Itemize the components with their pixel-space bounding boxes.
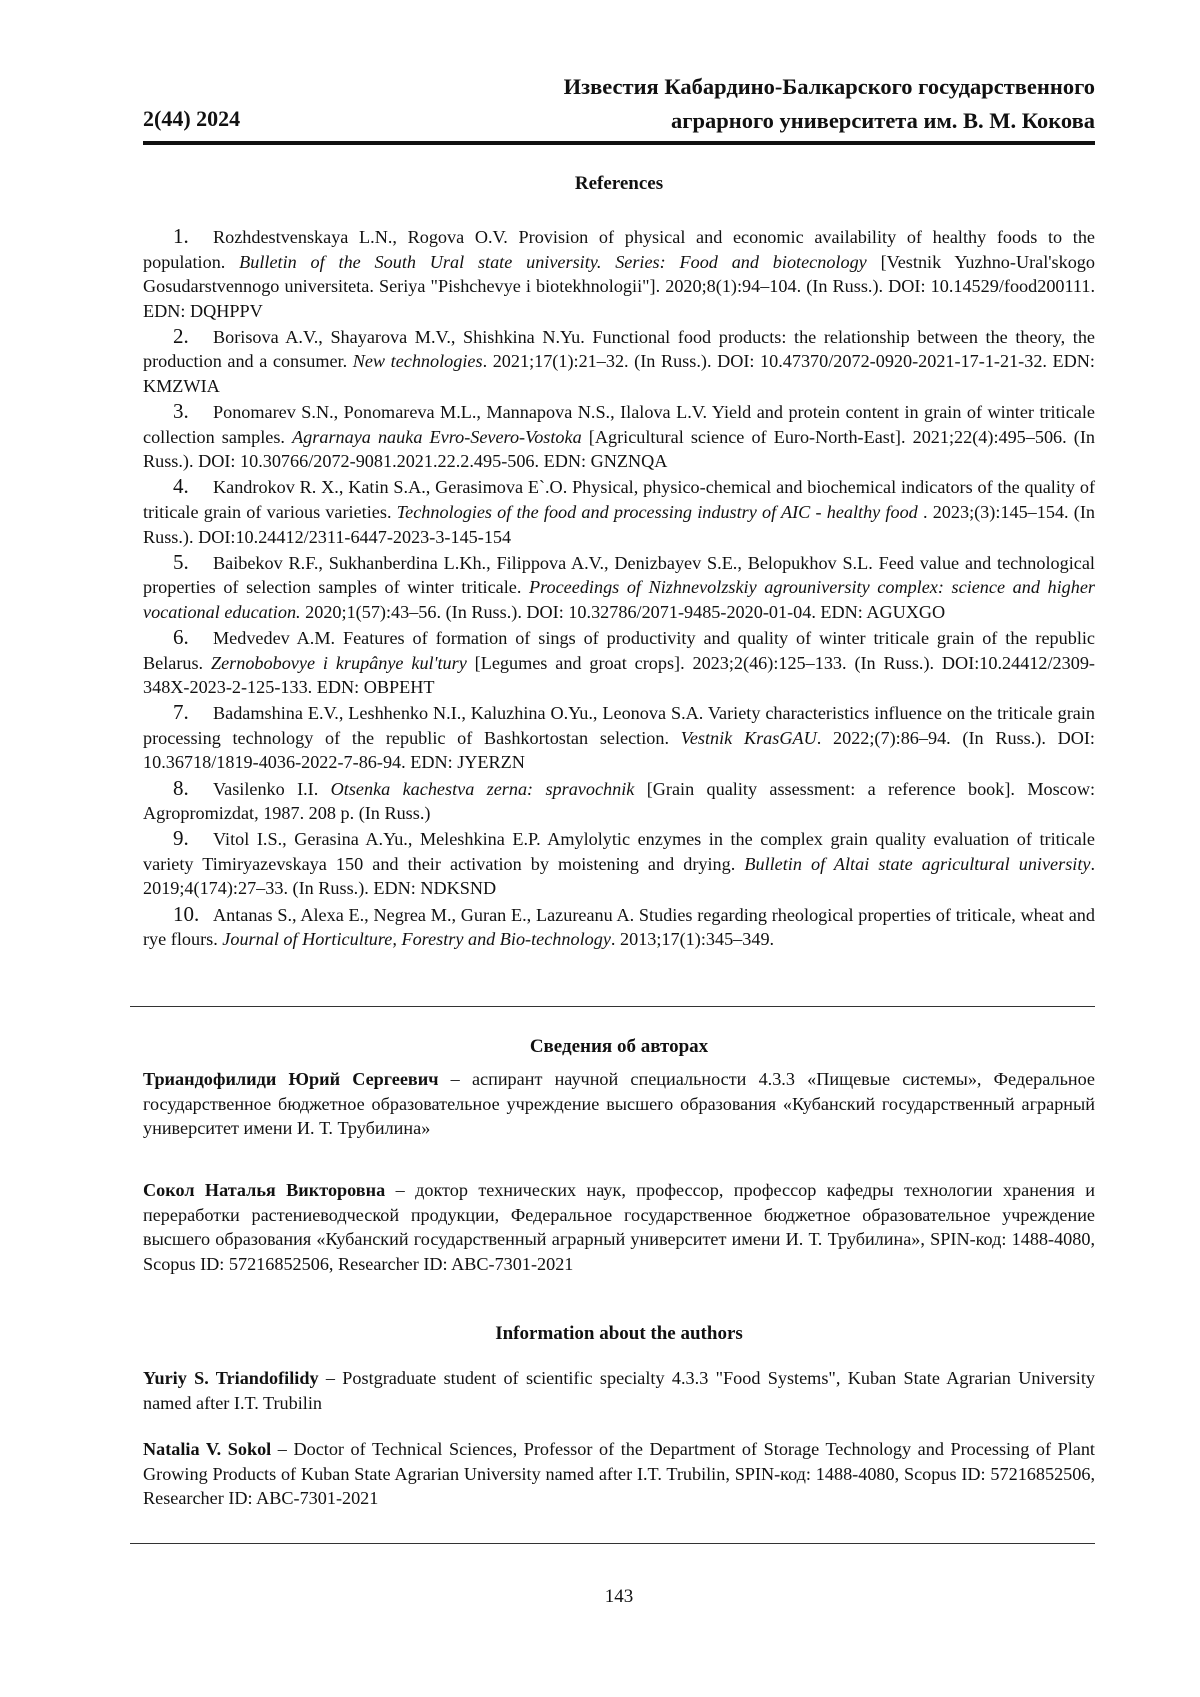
section-divider	[130, 1006, 1095, 1007]
reference-authors-title: Vasilenko I.I.	[213, 779, 331, 799]
references-heading: References	[143, 173, 1095, 195]
document-page	[0, 0, 1200, 1697]
reference-number: 7.	[173, 700, 213, 725]
reference-details: . 2019;4(174):27–33. (In Russ.). EDN: NDKSND	[143, 854, 1095, 899]
reference-journal: Agrarnaya nauka Evro-Severo-Vostoka	[292, 427, 582, 447]
references-list	[143, 224, 1095, 952]
author-name: Сокол Наталья Викторовна	[143, 1180, 385, 1200]
reference-authors-title: Medvedev A.M. Features of formation of sings of productivity and quality of winter triticale grain of the republic Belarus.	[143, 628, 1095, 673]
reference-authors-title: Badamshina E.V., Leshhenko N.I., Kaluzhina O.Yu., Leonova S.A. Variety characteristics influence on the triticale grain processing technology of the republic of Bashkortostan selection.	[143, 703, 1095, 748]
authors-en-heading: Information about the authors	[143, 1323, 1095, 1345]
reference-details: [Vestnik Yuzhno-Ural'skogo Gosudarstvennogo universiteta. Seriya "Pishchevye i biotekhnologii"]. 2020;8(1):94–104. (In Russ.). DOI: 10.14529/food200111. EDN: DQHPPV	[143, 252, 1095, 321]
reference-item	[143, 399, 1095, 474]
author-name: Триандофилиди Юрий Сергеевич	[143, 1069, 439, 1089]
reference-item	[143, 550, 1095, 625]
reference-item	[143, 902, 1095, 952]
reference-authors-title: Rozhdestvenskaya L.N., Rogova O.V. Provision of physical and economic availability of healthy foods to the population.	[143, 227, 1095, 272]
reference-journal: Journal of Horticulture, Forestry and Bio-technology	[222, 929, 611, 949]
author-name: Yuriy S. Triandofilidy	[143, 1368, 319, 1388]
reference-item	[143, 776, 1095, 826]
reference-authors-title: Vitol I.S., Gerasina A.Yu., Meleshkina E.P. Amylolytic enzymes in the complex grain quality evaluation of triticale variety Timiryazevskaya 150 and their activation by moistening and drying.	[143, 829, 1095, 874]
reference-item	[143, 224, 1095, 323]
author-name: Natalia V. Sokol	[143, 1439, 271, 1459]
reference-number: 9.	[173, 826, 213, 851]
reference-authors-title: Kandrokov R. X., Katin S.A., Gerasimova E`.O. Physical, physico-chemical and biochemical indicators of the quality of triticale grain of various varieties.	[143, 477, 1095, 522]
reference-authors-title: Ponomarev S.N., Ponomareva M.L., Mannapova N.S., Ilalova L.V. Yield and protein content in grain of winter triticale collection samples.	[143, 402, 1095, 447]
reference-details: . 2022;(7):86–94. (In Russ.). DOI: 10.36718/1819-4036-2022-7-86-94. EDN: JYERZN	[143, 728, 1095, 773]
reference-number: 4.	[173, 474, 213, 499]
reference-journal: Zernobobovye i krupânye kul'tury	[211, 653, 467, 673]
reference-number: 8.	[173, 776, 213, 801]
author-affiliation: – Doctor of Technical Sciences, Professor of the Department of Storage Technology and Processing of Plant Growing Products of Kuban State Agrarian University named after I.T. Trubilin, SPIN-код: 1488-4080, Scopus ID: 57216852506, Researcher ID: ABC-7301-2021	[143, 1439, 1095, 1508]
reference-number: 2.	[173, 324, 213, 349]
reference-number: 6.	[173, 625, 213, 650]
reference-details: . 2021;17(1):21–32. (In Russ.). DOI: 10.47370/2072-0920-2021-17-1-21-32. EDN: KMZWIA	[143, 351, 1095, 396]
reference-details: [Legumes and groat crops]. 2023;2(46):125–133. (In Russ.). DOI:10.24412/2309-348X-2023-2-125-133. EDN: OBPEHT	[143, 653, 1095, 698]
author-en-entry	[143, 1366, 1095, 1415]
author-affiliation: – аспирант научной специальности 4.3.3 «Пищевые системы», Федеральное государственное бюджетное образовательное учреждение высшего образования «Кубанский государственный аграрный университет имени И. Т. Трубилина»	[143, 1069, 1095, 1138]
reference-details: [Agricultural science of Euro-North-East]. 2021;22(4):495–506. (In Russ.). DOI: 10.30766/2072-9081.2021.22.2.495-506. EDN: GNZNQA	[143, 427, 1095, 472]
reference-journal: Otsenka kachestva zerna: spravochnik	[331, 779, 635, 799]
reference-journal: Technologies of the food and processing industry of AIC - healthy food	[397, 502, 918, 522]
reference-journal: New technologies	[353, 351, 483, 371]
reference-number: 5.	[173, 550, 213, 575]
reference-item	[143, 474, 1095, 549]
running-header	[143, 70, 1095, 145]
reference-details: [Grain quality assessment: a reference book]. Moscow: Agropromizdat, 1987. 208 p. (In Russ.)	[143, 779, 1095, 824]
reference-journal: Bulletin of the South Ural state university. Series: Food and biotecnology	[239, 252, 867, 272]
reference-details: . 2023;(3):145–154. (In Russ.). DOI:10.24412/2311-6447-2023-3-145-154	[143, 502, 1095, 547]
reference-item	[143, 625, 1095, 700]
reference-authors-title: Baibekov R.F., Sukhanberdina L.Kh., Filippova A.V., Denizbayev S.E., Belopukhov S.L. Feed value and technological properties of selection samples of winter triticale.	[143, 553, 1095, 598]
authors-ru-heading: Сведения об авторах	[143, 1036, 1095, 1058]
journal-title-line-1: Известия Кабардино-Балкарского государственного	[564, 70, 1095, 104]
reference-details: . 2013;17(1):345–349.	[611, 929, 774, 949]
reference-journal: Bulletin of Altai state agricultural university	[744, 854, 1090, 874]
reference-item	[143, 826, 1095, 901]
author-en-entry	[143, 1437, 1095, 1511]
reference-item	[143, 700, 1095, 775]
reference-journal: Vestnik KrasGAU	[681, 728, 817, 748]
author-ru-entry	[143, 1178, 1095, 1276]
reference-number: 1.	[173, 224, 213, 249]
reference-authors-title: Antanas S., Alexa E., Negrea M., Guran E., Lazureanu A. Studies regarding rheological properties of triticale, wheat and rye flours.	[143, 905, 1095, 950]
reference-authors-title: Borisova A.V., Shayarova M.V., Shishkina N.Yu. Functional food products: the relationship between the theory, the production and a consumer.	[143, 327, 1095, 372]
reference-number: 3.	[173, 399, 213, 424]
reference-details: 2020;1(57):43–56. (In Russ.). DOI: 10.32786/2071-9485-2020-01-04. EDN: AGUXGO	[301, 602, 946, 622]
author-affiliation: – Postgraduate student of scientific specialty 4.3.3 "Food Systems", Kuban State Agrarian University named after I.T. Trubilin	[143, 1368, 1095, 1413]
header-rule	[143, 141, 1095, 145]
reference-number: 10.	[173, 902, 213, 927]
page-number: 143	[143, 1586, 1095, 1608]
author-ru-entry	[143, 1067, 1095, 1141]
footer-divider	[130, 1543, 1095, 1544]
journal-title	[564, 70, 1095, 138]
journal-title-line-2: аграрного университета им. В. М. Кокова	[564, 104, 1095, 138]
author-affiliation: – доктор технических наук, профессор, профессор кафедры технологии хранения и переработки растениеводческой продукции, Федеральное государственное бюджетное образовательное учреждение высшего образования «Кубанский государственный аграрный университет имени И. Т. Трубилина», SPIN-код: 1488-4080, Scopus ID: 57216852506, Researcher ID: ABC-7301-2021	[143, 1180, 1095, 1274]
issue-number: 2(44) 2024	[143, 106, 240, 132]
reference-item	[143, 324, 1095, 399]
reference-journal: Proceedings of Nizhnevolzskiy agrouniversity complex: science and higher vocational education.	[143, 577, 1095, 622]
